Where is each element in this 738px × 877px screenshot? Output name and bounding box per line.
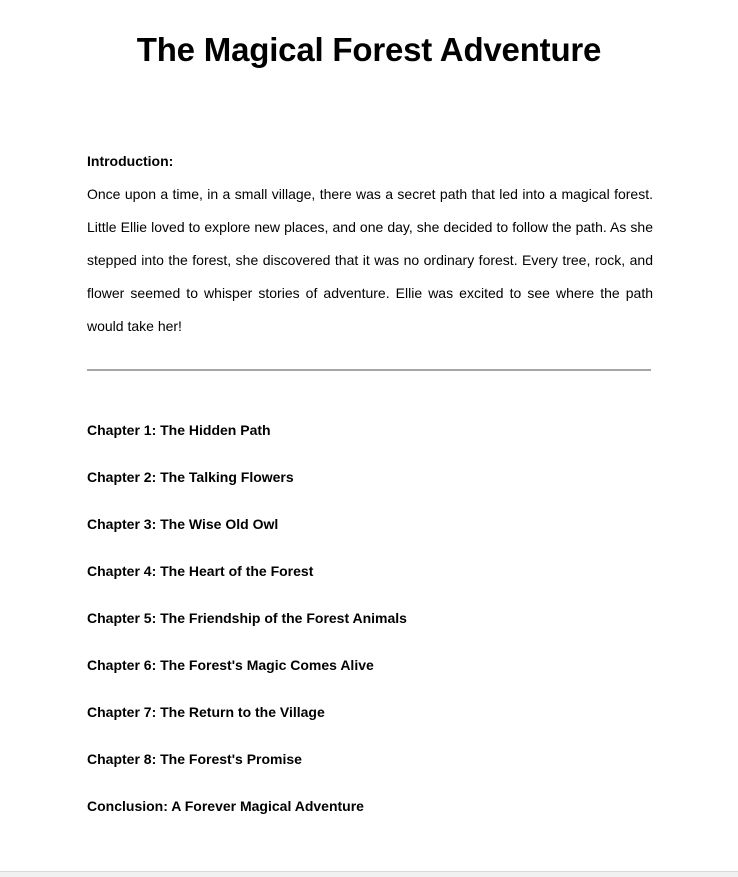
chapter-heading-3: Chapter 3: The Wise Old Owl xyxy=(87,516,279,532)
chapter-heading-7: Chapter 7: The Return to the Village xyxy=(87,704,325,720)
introduction-paragraph: Once upon a time, in a small village, there was a secret path that led into a magical forest. Little Ellie loved to explore new places, and one day, she decided to follow the path. As she stepped into the forest, she discovered that it was no ordinary forest. Every tree, rock, and flower seemed to whisper stories of adventure. Ellie was excited to see where the path would take her! xyxy=(87,186,653,334)
chapter-heading-8: Chapter 8: The Forest's Promise xyxy=(87,751,302,767)
chapter-heading-5: Chapter 5: The Friendship of the Forest Animals xyxy=(87,610,407,626)
chapter-list xyxy=(87,414,653,837)
document-title: The Magical Forest Adventure xyxy=(136,31,602,68)
page-bottom-gap xyxy=(0,872,738,877)
chapter-heading-6: Chapter 6: The Forest's Magic Comes Alive xyxy=(87,657,374,673)
chapter-heading-1: Chapter 1: The Hidden Path xyxy=(87,422,271,438)
conclusion-heading: Conclusion: A Forever Magical Adventure xyxy=(87,798,364,814)
chapter-heading-2: Chapter 2: The Talking Flowers xyxy=(87,469,294,485)
introduction-heading: Introduction: xyxy=(87,153,174,169)
section-divider xyxy=(87,369,651,371)
chapter-heading-4: Chapter 4: The Heart of the Forest xyxy=(87,563,314,579)
introduction-section xyxy=(87,145,653,343)
